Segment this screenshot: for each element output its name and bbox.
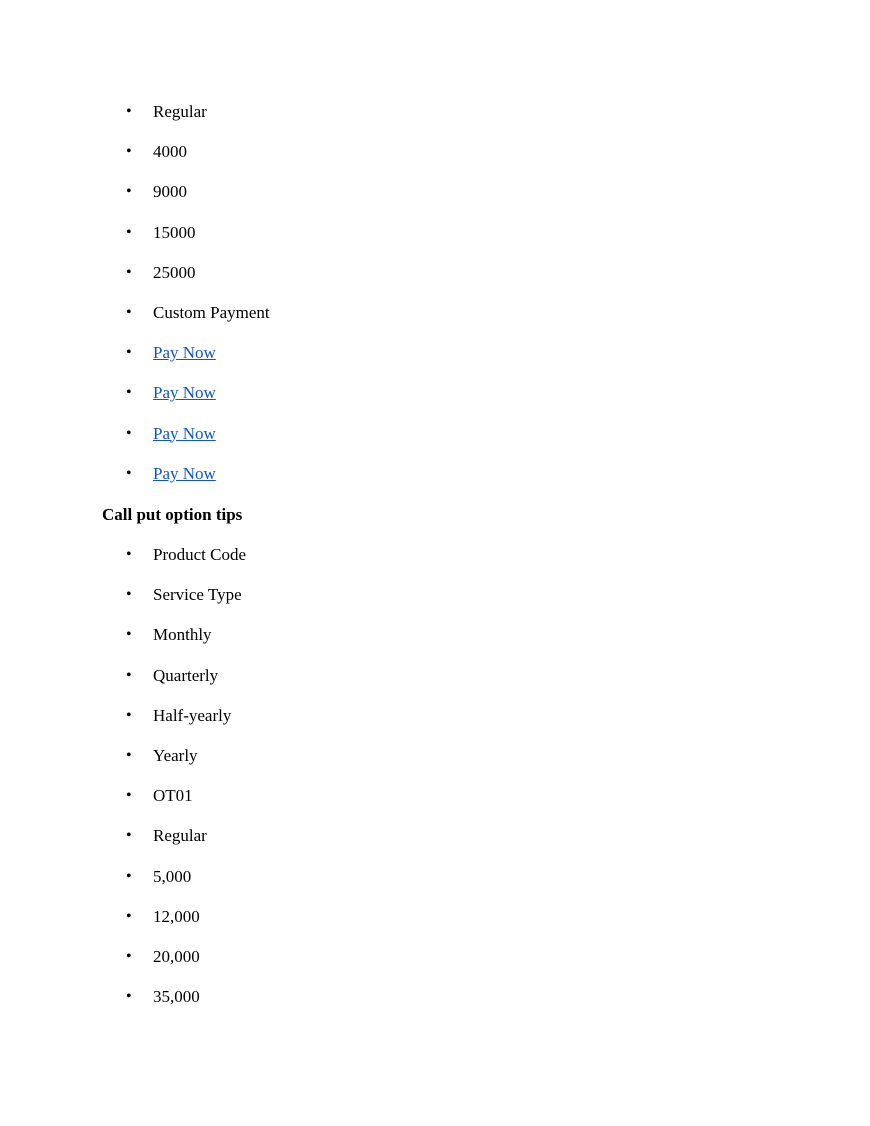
- list-item-text: 35,000: [153, 987, 200, 1007]
- list-item: [102, 141, 270, 181]
- bullet-icon: •: [126, 344, 132, 362]
- bullet-icon: •: [126, 303, 132, 321]
- list-item-text: Yearly: [153, 745, 198, 765]
- bullet-icon: •: [126, 706, 132, 724]
- list-item-text: 4000: [153, 142, 187, 162]
- list-item: [102, 382, 270, 422]
- bullet-icon: •: [126, 827, 132, 845]
- list-item: [102, 705, 246, 745]
- list-item-text: Half-yearly: [153, 705, 232, 725]
- bullet-icon: •: [126, 626, 132, 644]
- list-item: [102, 101, 270, 141]
- bullet-icon: •: [126, 183, 132, 201]
- bullet-icon: •: [126, 907, 132, 925]
- bullet-icon: •: [126, 263, 132, 281]
- bullet-icon: •: [126, 424, 132, 442]
- section-heading: Call put option tips: [102, 505, 243, 524]
- pay-now-link-4[interactable]: Pay Now: [153, 463, 216, 483]
- bullet-icon: •: [126, 988, 132, 1006]
- list-item: [102, 302, 270, 342]
- payment-options-list: [102, 101, 270, 503]
- bullet-icon: •: [126, 666, 132, 684]
- bullet-icon: •: [126, 384, 132, 402]
- bullet-icon: •: [126, 103, 132, 120]
- list-item: [102, 986, 246, 1026]
- list-item-text: Regular: [153, 826, 207, 846]
- bullet-icon: •: [126, 464, 132, 482]
- bullet-icon: •: [126, 223, 132, 241]
- list-item-text: Regular: [153, 102, 207, 121]
- list-item-text: Product Code: [153, 545, 247, 564]
- list-item-text: 25000: [153, 262, 196, 282]
- list-item: [102, 222, 270, 262]
- list-item-text: Service Type: [153, 585, 242, 605]
- list-item: [102, 665, 246, 705]
- list-item-text: 12,000: [153, 906, 200, 926]
- list-item-text: 9000: [153, 182, 187, 202]
- list-item: [102, 463, 270, 503]
- list-item-text: 5,000: [153, 866, 192, 886]
- option-tips-list: [102, 544, 246, 1026]
- bullet-icon: •: [126, 586, 132, 604]
- list-item: [102, 745, 246, 785]
- list-item: [102, 423, 270, 463]
- list-item: [102, 825, 246, 865]
- list-item: [102, 866, 246, 906]
- bullet-icon: •: [126, 746, 132, 764]
- list-item-text: Quarterly: [153, 665, 219, 685]
- list-item: [102, 181, 270, 221]
- list-item: [102, 946, 246, 986]
- list-item: [102, 544, 246, 584]
- list-item: [102, 624, 246, 664]
- list-item-text: 15000: [153, 222, 196, 242]
- pay-now-link-1[interactable]: Pay Now: [153, 343, 216, 363]
- bullet-icon: •: [126, 947, 132, 965]
- bullet-icon: •: [126, 787, 132, 805]
- bullet-icon: •: [126, 143, 132, 161]
- pay-now-link-3[interactable]: Pay Now: [153, 423, 216, 443]
- list-item-text: Custom Payment: [153, 302, 270, 322]
- bullet-icon: •: [126, 867, 132, 885]
- bullet-icon: •: [126, 546, 132, 563]
- list-item: [102, 584, 246, 624]
- pay-now-link-2[interactable]: Pay Now: [153, 383, 216, 403]
- list-item: [102, 262, 270, 302]
- list-item: [102, 342, 270, 382]
- list-item: [102, 906, 246, 946]
- list-item-text: OT01: [153, 786, 193, 806]
- list-item-text: Monthly: [153, 625, 212, 645]
- list-item: [102, 785, 246, 825]
- list-item-text: 20,000: [153, 946, 200, 966]
